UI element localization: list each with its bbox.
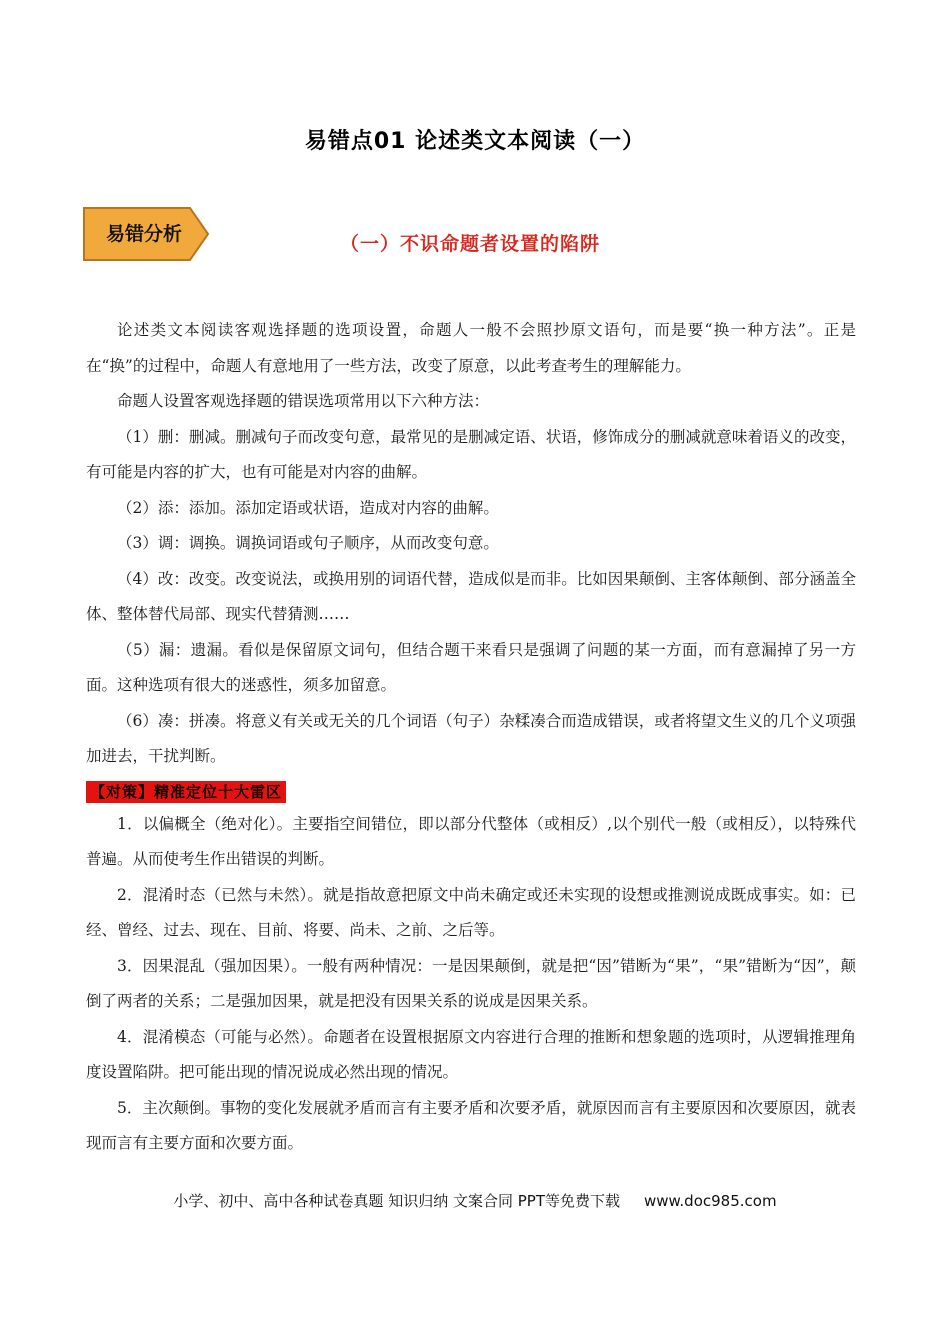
paragraph: （1）删：删减。删减句子而改变句意，最常见的是删减定语、状语，修饰成分的删减就意味着语义的改变，有可能是内容的扩大，也有可能是对内容的曲解。 <box>86 427 856 481</box>
paragraph: 命题人设置客观选择题的错误选项常用以下六种方法： <box>117 392 490 410</box>
footer-link[interactable]: www.doc985.com <box>643 1192 777 1210</box>
section-badge <box>82 206 212 262</box>
paragraph: （3）调：调换。调换词语或句子顺序，从而改变句意。 <box>117 534 499 552</box>
strategy-tag-row <box>86 775 856 807</box>
paragraph: （6）凑：拼凑。将意义有关或无关的几个词语（句子）杂糅凑合而造成错误，或者将望文生义的几个义项强加进去，干扰判断。 <box>86 711 856 765</box>
strategy-item: 3．因果混乱（强加因果）。一般有两种情况：一是因果颠倒，就是把“因”错断为“果”，“果”错断为“因”，颠倒了两者的关系；二是强加因果，就是把没有因果关系的说成是因果关系。 <box>86 956 856 1010</box>
paragraph: （5）漏：遗漏。看似是保留原文词句，但结合题干来看只是强调了问题的某一方面，而有意漏掉了另一方面。这种选项有很大的迷惑性，须多加留意。 <box>86 640 856 694</box>
strategy-item: 5．主次颠倒。事物的变化发展就矛盾而言有主要矛盾和次要矛盾，就原因而言有主要原因和次要原因，就表现而言有主要方面和次要方面。 <box>86 1098 856 1152</box>
badge-label: 易错分析 <box>105 223 182 245</box>
strategy-item: 4．混淆模态（可能与必然）。命题者在设置根据原文内容进行合理的推断和想象题的选项时，从逻辑推理角度设置陷阱。把可能出现的情况说成必然出现的情况。 <box>86 1027 856 1081</box>
paragraph: 论述类文本阅读客观选择题的选项设置，命题人一般不会照抄原文语句，而是要“换一种方法”。正是在“换”的过程中，命题人有意地用了一些方法，改变了原意，以此考查考生的理解能力。 <box>86 321 856 375</box>
page-footer <box>0 1190 950 1211</box>
strategy-item: 2．混淆时态（已然与未然）。就是指故意把原文中尚未确定或还未实现的设想或推测说成既成事实。如：已经、曾经、过去、现在、目前、将要、尚未、之前、之后等。 <box>86 885 856 939</box>
page-title: 易错点01 论述类文本阅读（一） <box>304 129 646 154</box>
paragraph: （2）添：添加。添加定语或状语，造成对内容的曲解。 <box>117 498 499 517</box>
footer-text: 小学、初中、高中各种试卷真题 知识归纳 文案合同 PPT等免费下载 <box>173 1192 620 1210</box>
paragraph: （4）改：改变。改变说法，或换用别的词语代替，造成似是而非。比如因果颠倒、主客体颠倒、部分涵盖全体、整体替代局部、现实代替猜测…… <box>86 569 856 623</box>
strategy-tag: 【对策】精准定位十大雷区 <box>86 781 286 803</box>
strategy-item: 1．以偏概全（绝对化）。主要指空间错位，即以部分代整体（或相反）,以个别代一般（或相反），以特殊代普遍。从而使考生作出错误的判断。 <box>86 814 856 868</box>
section-heading: （一）不识命题者设置的陷阱 <box>340 233 601 255</box>
main-content <box>86 313 856 1162</box>
